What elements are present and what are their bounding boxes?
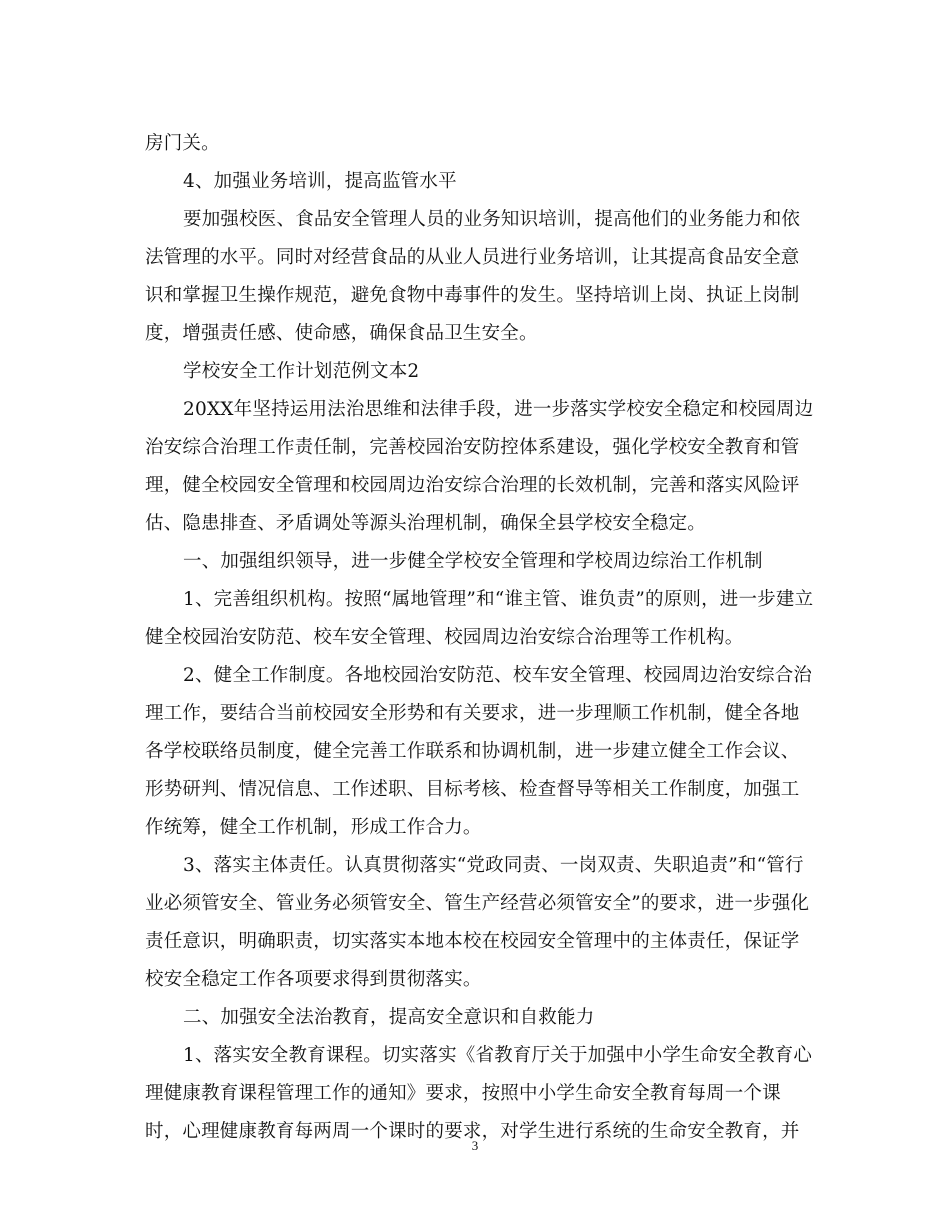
body-line: 估、隐患排查、矛盾调处等源头治理机制，确保全县学校安全稳定。 — [145, 513, 707, 534]
body-line: 3、落实主体责任。认真贯彻落实“党政同责、一岗双责、失职追责”和“管行 — [183, 855, 804, 876]
body-line: 1、完善组织机构。按照“属地管理”和“谁主管、谁负责”的原则，进一步建立 — [183, 589, 814, 610]
body-line: 形势研判、情况信息、工作述职、目标考核、检查督导等相关工作制度，加强工 — [145, 779, 800, 800]
body-line: 1、落实安全教育课程。切实落实《省教育厅关于加强中小学生命安全教育心 — [183, 1045, 813, 1066]
body-line: 治安综合治理工作责任制，完善校园治安防控体系建设，强化学校安全教育和管 — [145, 437, 800, 458]
body-line: 理健康教育课程管理工作的通知》要求，按照中小学生命安全教育每周一个课 — [145, 1083, 781, 1104]
body-line: 理工作，要结合当前校园安全形势和有关要求，进一步理顺工作机制，健全各地 — [145, 703, 800, 724]
body-line: 度，增强责任感、使命感，确保食品卫生安全。 — [145, 323, 538, 344]
body-line: 校安全稳定工作各项要求得到贯彻落实。 — [145, 969, 482, 990]
body-line: 健全校园治安防范、校车安全管理、校园周边治安综合治理等工作机构。 — [145, 627, 744, 648]
body-line: 识和掌握卫生操作规范，避免食物中毒事件的发生。坚持培训上岗、执证上岗制 — [145, 285, 800, 306]
body-line: 作统筹，健全工作机制，形成工作合力。 — [145, 817, 482, 838]
body-line: 责任意识，明确职责，切实落实本地本校在校园安全管理中的主体责任，保证学 — [145, 931, 800, 952]
body-line: 2、健全工作制度。各地校园治安防范、校车安全管理、校园周边治安综合治 — [183, 665, 813, 686]
page-number: 3 — [471, 1138, 479, 1153]
section-heading: 二、加强安全法治教育，提高安全意识和自救能力 — [183, 1007, 595, 1028]
section-heading: 4、加强业务培训，提高监管水平 — [183, 171, 457, 192]
body-line: 要加强校医、食品安全管理人员的业务知识培训，提高他们的业务能力和依 — [183, 209, 801, 230]
body-line: 业必须管安全、管业务必须管安全、管生产经营必须管安全”的要求，进一步强化 — [145, 893, 810, 914]
body-line: 法管理的水平。同时对经营食品的从业人员进行业务培训，让其提高食品安全意 — [145, 247, 800, 268]
section-heading: 一、加强组织领导，进一步健全学校安全管理和学校周边综治工作机制 — [183, 551, 763, 572]
body-line: 时，心理健康教育每两周一个课时的要求，对学生进行系统的生命安全教育，并 — [145, 1121, 800, 1142]
body-line: 房门关。 — [145, 133, 220, 154]
body-line: 理，健全校园安全管理和校园周边治安综合治理的长效机制，完善和落实风险评 — [145, 475, 800, 496]
body-line: 20XX年坚持运用法治思维和法律手段，进一步落实学校安全稳定和校园周边 — [183, 399, 814, 420]
document-title: 学校安全工作计划范例文本2 — [183, 361, 420, 382]
body-line: 各学校联络员制度，健全完善工作联系和协调机制，进一步建立健全工作会议、 — [145, 741, 800, 762]
